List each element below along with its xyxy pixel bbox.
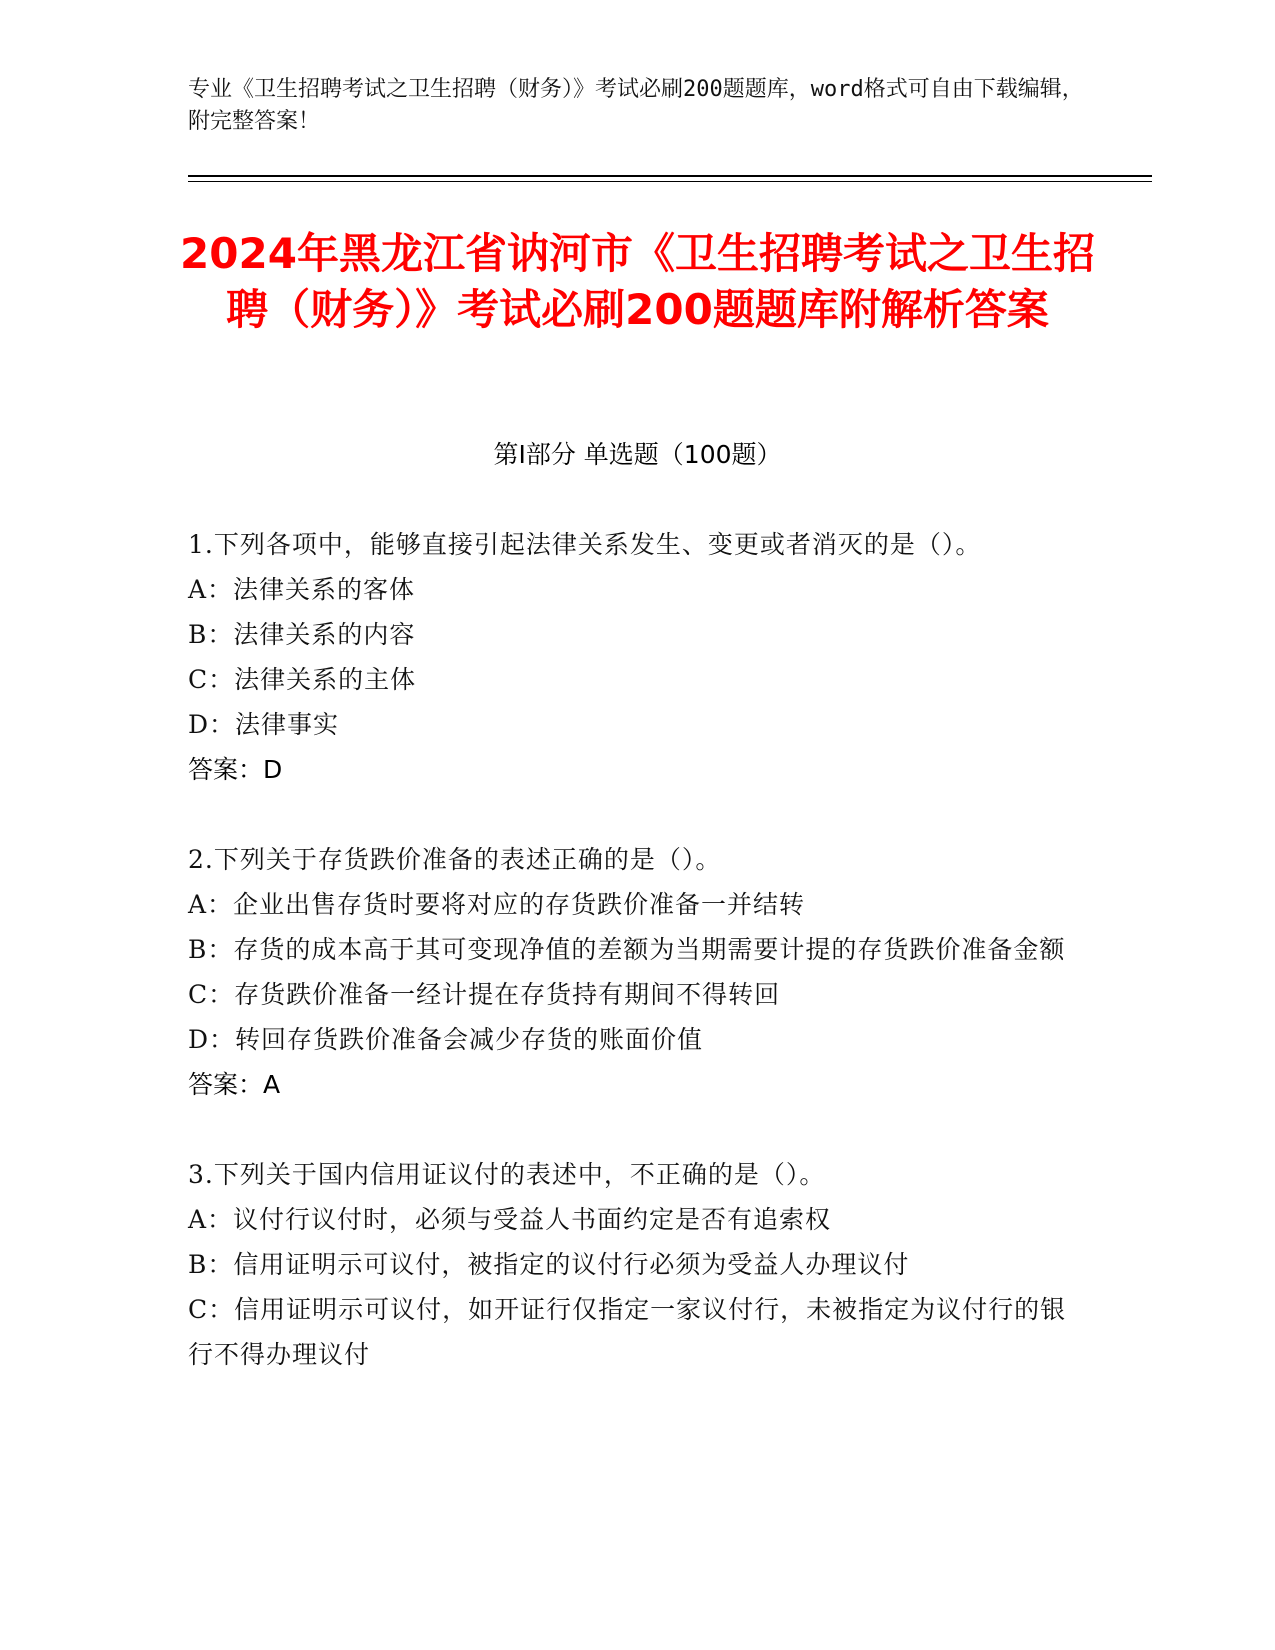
- document-title: 2024年黑龙江省讷河市《卫生招聘考试之卫生招聘（财务）》考试必刷200题题库附解析答案: [180, 229, 1095, 334]
- answer: 答案：D: [188, 755, 283, 784]
- question-spacer: [188, 1107, 1088, 1152]
- question-spacer: [188, 792, 1088, 837]
- question-text: 3.下列关于国内信用证议付的表述中，不正确的是（）。: [188, 1160, 826, 1189]
- header-divider-thin: [188, 181, 1152, 182]
- question-3: [188, 1152, 1088, 1377]
- option-a: A：企业出售存货时要将对应的存货跌价准备一并结转: [188, 890, 806, 919]
- option-b: B：存货的成本高于其可变现净值的差额为当期需要计提的存货跌价准备金额: [188, 935, 1066, 964]
- option-c: C：存货跌价准备一经计提在存货持有期间不得转回: [188, 980, 781, 1009]
- section-heading: 第Ⅰ部分 单选题（100题）: [493, 440, 782, 469]
- question-2: [188, 837, 1088, 1107]
- option-c: C：法律关系的主体: [188, 665, 417, 694]
- option-a: A：法律关系的客体: [188, 575, 416, 604]
- option-b: B：法律关系的内容: [188, 620, 416, 649]
- option-d: D：法律事实: [188, 710, 340, 739]
- header-divider-thick: [188, 175, 1152, 177]
- option-d: D：转回存货跌价准备会减少存货的账面价值: [188, 1025, 704, 1054]
- option-b: B：信用证明示可议付，被指定的议付行必须为受益人办理议付: [188, 1250, 910, 1279]
- header-note: 专业《卫生招聘考试之卫生招聘（财务）》考试必刷200题题库，word格式可自由下载编辑，附完整答案！: [188, 77, 1084, 134]
- option-c: C：信用证明示可议付，如开证行仅指定一家议付行，未被指定为议付行的银行不得办理议付: [188, 1295, 1067, 1369]
- question-text: 2.下列关于存货跌价准备的表述正确的是（）。: [188, 845, 722, 874]
- option-a: A：议付行议付时，必须与受益人书面约定是否有追索权: [188, 1205, 832, 1234]
- answer: 答案：A: [188, 1070, 281, 1099]
- question-1: [188, 522, 1088, 792]
- question-text: 1.下列各项中，能够直接引起法律关系发生、变更或者消灭的是（）。: [188, 530, 982, 559]
- question-list: [188, 522, 1088, 1377]
